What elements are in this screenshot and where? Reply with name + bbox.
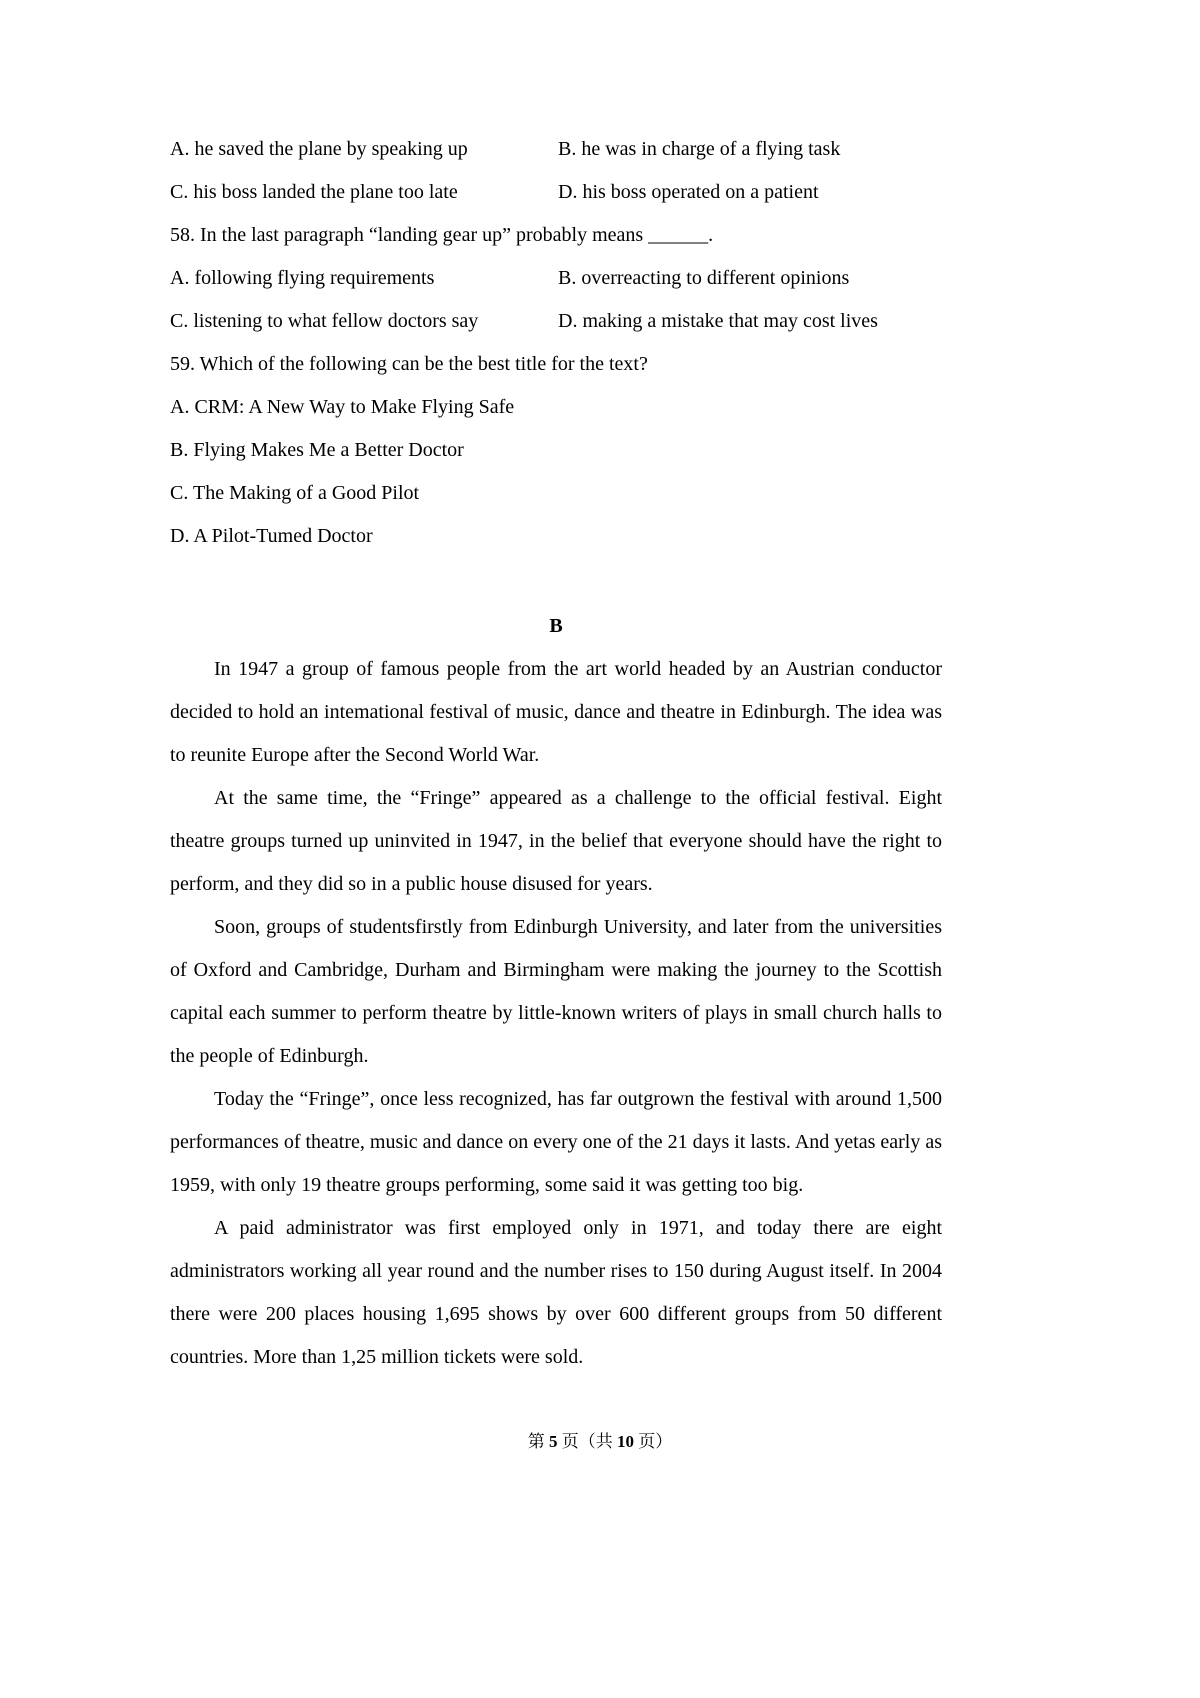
page-footer [0,1430,1200,1454]
passage-paragraph: At the same time, the “Fringe” appeared as a challenge to the official festival. Eight theatre groups turned up uninvited in 1947, in the belief that everyone should have the right to perform, and they did so in a public house disused for years. [170,787,942,895]
option-a: A. following flying requirements [170,267,435,289]
passage-paragraph: Soon, groups of studentsfirstly from Edinburgh University, and later from the universities of Oxford and Cambridge, Durham and Birmingham were making the journey to the Scottish capital each summer to perform theatre by little-known writers of plays in small church halls to the people of Edinburgh. [170,916,942,1067]
option-a: A. CRM: A New Way to Make Flying Safe [170,396,515,418]
option-c: C. listening to what fellow doctors say [170,310,479,332]
option-b: B. Flying Makes Me a Better Doctor [170,439,464,461]
option-d: D. making a mistake that may cost lives [558,310,878,332]
option-b: B. overreacting to different opinions [558,267,850,289]
page-number: 5 [549,1432,558,1451]
page-content [170,128,942,1379]
footer-text: 页（共 [557,1432,617,1451]
footer-text: 第 [527,1432,549,1451]
passage-paragraph: A paid administrator was first employed only in 1971, and today there are eight administrators working all year round and the number rises to 150 during August itself. In 2004 there were 200 places housing 1,695 shows by over 600 different groups from 50 different countries. More than 1,25 million tickets were sold. [170,1217,942,1368]
option-d: D. A Pilot-Tumed Doctor [170,525,373,547]
option-a: A. he saved the plane by speaking up [170,138,468,160]
passage-section-label: B [549,615,563,637]
question-58-stem: 58. In the last paragraph “landing gear up” probably means ______. [170,224,714,246]
option-c: C. his boss landed the plane too late [170,181,458,203]
total-pages: 10 [617,1432,634,1451]
option-d: D. his boss operated on a patient [558,181,819,203]
passage-paragraph: In 1947 a group of famous people from the art world headed by an Austrian conductor decided to hold an intemational festival of music, dance and theatre in Edinburgh. The idea was to reunite Europe after the Second World War. [170,658,942,766]
option-row [170,128,942,171]
option-row [170,257,942,300]
option-row [170,300,942,343]
option-b: B. he was in charge of a flying task [558,138,841,160]
question-59-stem: 59. Which of the following can be the best title for the text? [170,353,648,375]
option-row [170,171,942,214]
footer-text: 页） [634,1432,673,1451]
option-c: C. The Making of a Good Pilot [170,482,420,504]
passage-paragraph: Today the “Fringe”, once less recognized, has far outgrown the festival with around 1,500 performances of theatre, music and dance on every one of the 21 days it lasts. And yetas early as 1959, with only 19 theatre groups performing, some said it was getting too big. [170,1088,942,1196]
